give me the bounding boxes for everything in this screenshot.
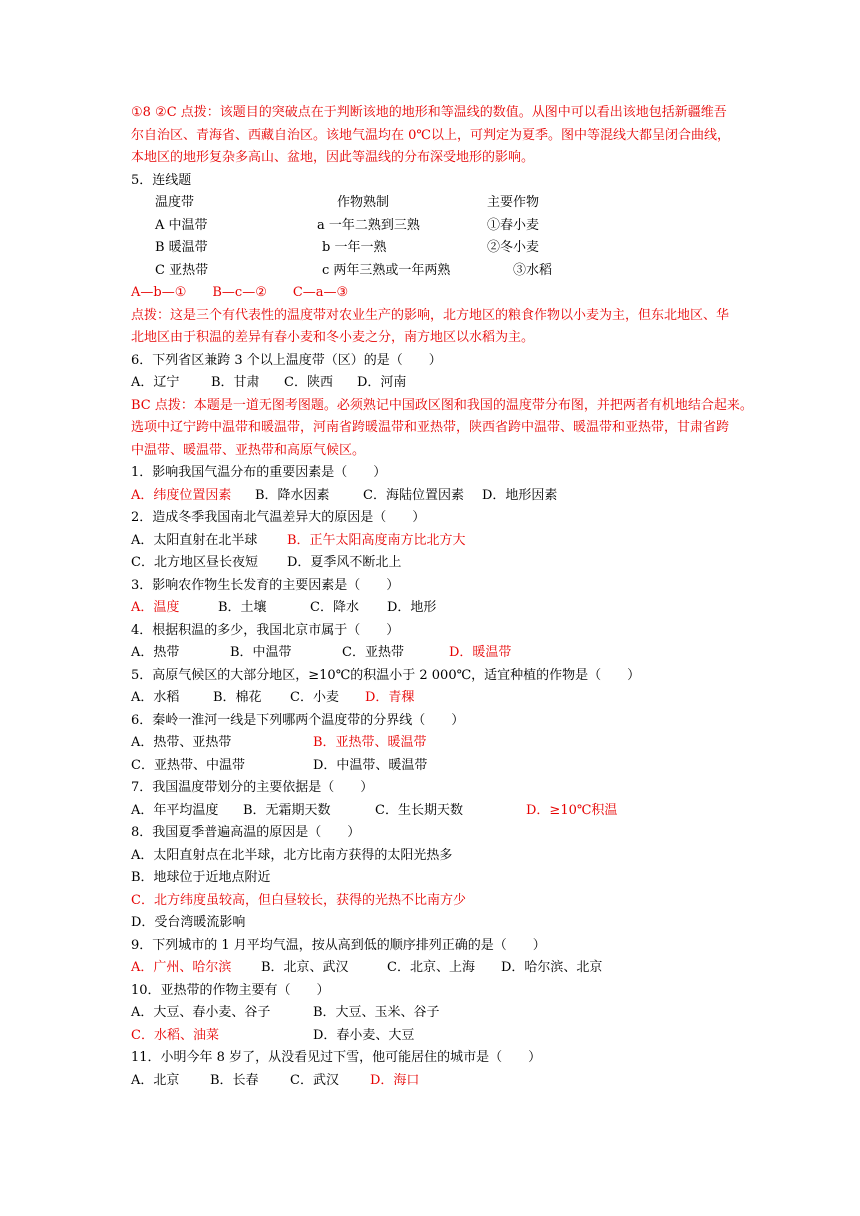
question-stem: 7．我国温度带划分的主要依据是（ ） [131, 780, 374, 795]
question-stem: 3．影响农作物生长发育的主要因素是（ ） [131, 577, 400, 593]
options-row: C．亚热带、中温带 D．中温带、暖温带 [131, 757, 428, 773]
option: B．地球位于近地点附近 [131, 870, 271, 885]
option: D．受台湾暖流影响 [131, 915, 246, 930]
options-row: A．北京 B．长春 C．武汉 D．海口 [131, 1070, 741, 1093]
correct-option: D．≥10℃积温 [526, 802, 618, 818]
options-row: A．辽宁 B．甘肃 C．陕西 D．河南 [131, 375, 407, 390]
question-stem: 5．高原气候区的大部分地区，≥10℃的积温小于 2 000℃，适宜种植的作物是（ ） [131, 667, 641, 683]
question-stem: 11．小明今年 8 岁了，从没看见过下雪，他可能居住的城市是（ ） [131, 1050, 542, 1065]
q6-tip-line-1: BC 点拨：本题是一道无图考图题。必须熟记中国政区图和我国的温度带分布图，并把两者有机地结合起来。 [131, 397, 753, 413]
options-row: A．广州、哈尔滨 B．北京、武汉 C．北京、上海 D．哈尔滨、北京 [131, 957, 741, 980]
options-row: A．年平均温度 B．无霜期天数 C．生长期天数 D．≥10℃积温 [131, 800, 741, 823]
q6-tip-line-3: 中温带、暖温带、亚热带和高原气候区。 [131, 442, 366, 458]
options-row: C．水稻、油菜 D．春小麦、大豆 [131, 1025, 741, 1048]
options-row: A．纬度位置因素 B．降水因素 C．海陆位置因素 D．地形因素 [131, 485, 741, 508]
correct-option: D．暖温带 [449, 645, 512, 660]
correct-option: B．亚热带、暖温带 [313, 735, 427, 750]
matching-row: C 亚热带 c 两年三熟或一年两熟 ③水稻 [155, 262, 553, 278]
question-stem: 8．我国夏季普遍高温的原因是（ ） [131, 825, 361, 840]
matching-row: B 暖温带 b 一年一熟 ②冬小麦 [155, 240, 540, 255]
q4-explanation-line-1: ①8 ②C 点拨：该题目的突破点在于判断该地的地形和等温线的数值。从图中可以看出该地包括新疆维吾 [131, 105, 727, 120]
options-row: A．热带 B．中温带 C．亚热带 D．暖温带 [131, 642, 741, 665]
correct-option: D．青稞 [365, 690, 415, 705]
matching-header-row [131, 192, 741, 215]
question-stem: 10．亚热带的作物主要有（ ） [131, 982, 330, 998]
options-row: A．热带、亚热带 B．亚热带、暖温带 [131, 732, 741, 755]
correct-option: D．海口 [370, 1072, 420, 1088]
question-stem: 2．造成冬季我国南北气温差异大的原因是（ ） [131, 510, 426, 525]
correct-option: B．正午太阳高度南方比北方大 [287, 532, 466, 548]
q6-tip-line-2: 选项中辽宁跨中温带和暖温带，河南省跨暖温带和亚热带，陕西省跨中温带、暖温带和亚热带，甘肃省跨 [131, 420, 730, 435]
question-stem: 9．下列城市的 1 月平均气温，按从高到低的顺序排列正确的是（ ） [131, 937, 546, 953]
q4-explanation-line-2: 尔自治区、青海省、西藏自治区。该地气温均在 0℃以上，可判定为夏季。图中等混线大都呈闭合曲线， [131, 127, 730, 143]
matching-title: 5．连线题 [131, 172, 192, 188]
options-row: A．水稻 B．棉花 C．小麦 D．青稞 [131, 687, 741, 710]
correct-option: A．温度 [131, 600, 180, 615]
q4-explanation-line-3: 本地区的地形复杂多高山、盆地，因此等温线的分布深受地形的影响。 [131, 150, 535, 165]
matching-row: A 中温带 a 一年二熟到三熟 ①春小麦 [155, 217, 540, 233]
correct-option: C．北方纬度虽较高，但白昼较长，获得的光热不比南方少 [131, 892, 466, 908]
document-page [131, 102, 753, 1092]
option: A．太阳直射点在北半球，北方比南方获得的太阳光热多 [131, 847, 453, 863]
correct-option: C．水稻、油菜 [131, 1027, 219, 1043]
question-stem: 6．秦岭一淮河一线是下列哪两个温度带的分界线（ ） [131, 712, 465, 728]
options-row: A．太阳直射在北半球 B．正午太阳高度南方比北方大 [131, 530, 741, 553]
header-main-crops: 主要作物 [487, 195, 540, 210]
header-cropping-system: 作物熟制 [337, 195, 390, 210]
header-temperature-zone: 温度带 [155, 195, 195, 210]
question-stem: 6．下列省区兼跨 3 个以上温度带（区）的是（ ） [131, 352, 442, 368]
options-row: C．北方地区昼长夜短 D．夏季风不断北上 [131, 555, 402, 570]
matching-answer: A—b—① B—c—② C—a—③ [131, 285, 349, 300]
correct-option: A．广州、哈尔滨 [131, 960, 232, 975]
matching-tip-line-1: 点拨：这是三个有代表性的温度带对农业生产的影响，北方地区的粮食作物以小麦为主，但东北地区、华 [131, 307, 730, 323]
options-row: A．大豆、春小麦、谷子 B．大豆、玉米、谷子 [131, 1005, 440, 1020]
question-stem: 1．影响我国气温分布的重要因素是（ ） [131, 465, 387, 480]
options-row: A．温度 B．土壤 C．降水 D．地形 [131, 597, 741, 620]
question-stem: 4．根据积温的多少，我国北京市属于（ ） [131, 622, 400, 638]
correct-option: A．纬度位置因素 [131, 487, 232, 503]
matching-tip-line-2: 北地区由于积温的差异有春小麦和冬小麦之分，南方地区以水稻为主。 [131, 330, 535, 345]
